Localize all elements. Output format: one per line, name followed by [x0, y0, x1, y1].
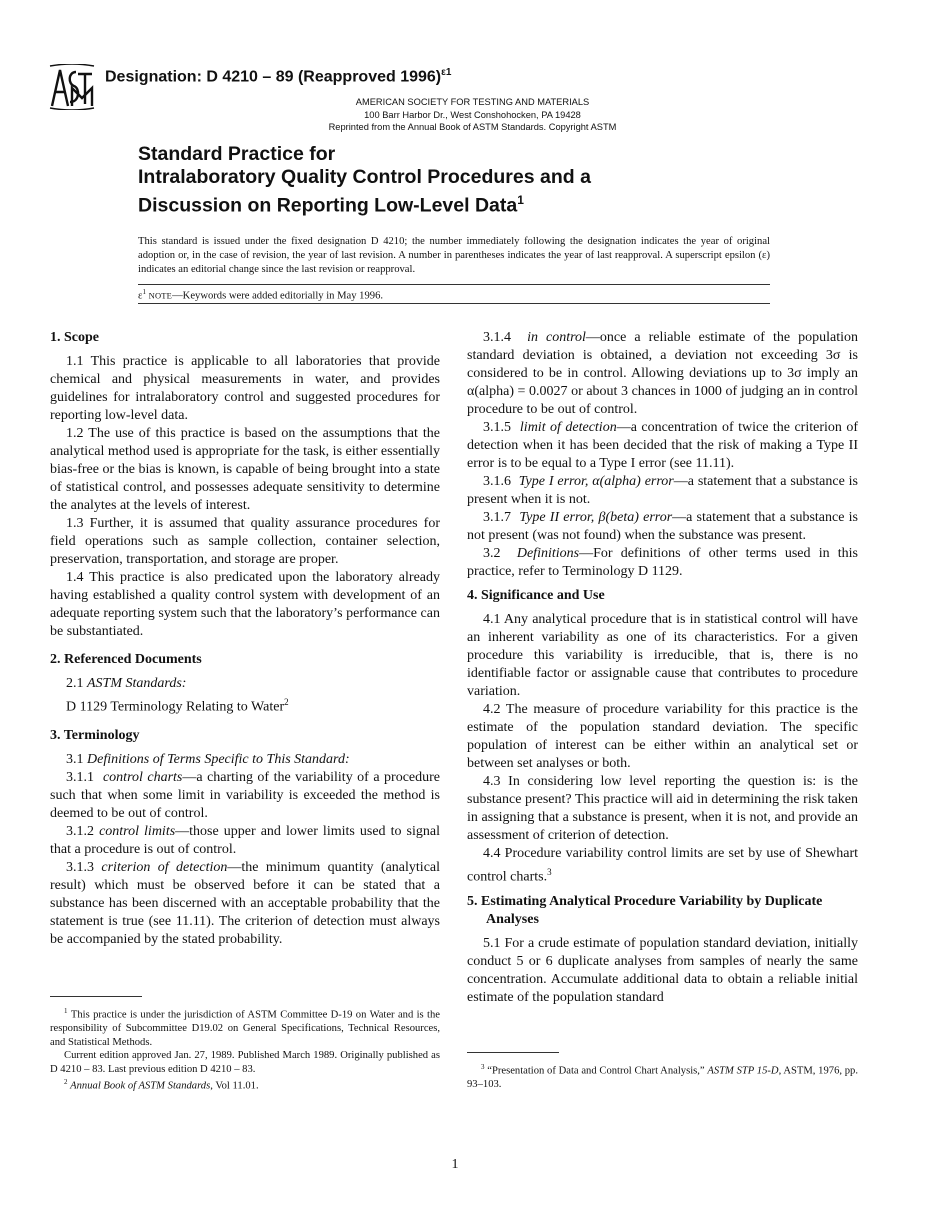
issuance-statement: This standard is issued under the fixed designation D 4210; the number immediately following the designation indicates the year of original adoption or, in the case of revision, the year of last revision. A number in parentheses indicates the year of last reapproval. A superscript epsilon (ε) indicates an editorial change since the last revision or reapproval. [138, 236, 770, 275]
document-title [138, 143, 591, 218]
footnote-1-edition: Current edition approved Jan. 27, 1989. Published March 1989. Originally published as D 4210 – 83. Last previous edition D 4210 – 83. [50, 1050, 440, 1075]
footnote-divider [50, 996, 142, 997]
section-heading-significance-and-use: 4. Significance and Use [467, 588, 605, 603]
reprint-notice: Reprinted from the Annual Book of ASTM Standards. Copyright ASTM [328, 122, 617, 132]
society-block [300, 96, 645, 134]
definition-control-charts: 3.1.1 control charts—a charting of the variability of a procedure such that when some limit in variability is exceeded the method is deemed to be out of control. [50, 769, 440, 821]
page-number: 1 [451, 1157, 459, 1172]
society-name: AMERICAN SOCIETY FOR TESTING AND MATERIALS [355, 97, 590, 107]
footnote-divider [467, 1052, 559, 1053]
society-address: 100 Barr Harbor Dr., West Conshohocken, PA 19428 [364, 109, 581, 120]
paragraph-2-1: 2.1 ASTM Standards: [66, 676, 187, 691]
divider [138, 303, 770, 304]
paragraph-4-1: 4.1 Any analytical procedure that is in statistical control will have an inherent variability as one of its characteristics. For a given procedure this variability is irreducible, that is, there is no identifiable factor or assignable cause that contributes to procedure variation. [467, 612, 858, 699]
right-column [467, 329, 858, 1007]
footnotes-right [467, 1061, 858, 1092]
definition-type-ii-error: 3.1.7 Type II error, β(beta) error—a statement that a substance is not present (was not found) when the substance was present. [467, 510, 858, 543]
paragraph-1-3: 1.3 Further, it is assumed that quality assurance procedures for field operations such as sample collection, container selection, preservation, transportation, and storage are proper. [50, 516, 440, 567]
definition-control-limits: 3.1.2 control limits—those upper and lower limits used to signal that a procedure is out of control. [50, 823, 440, 857]
paragraph-1-1: 1.1 This practice is applicable to all laboratories that provide chemical and physical measurements in water, and provides guidelines for intralaboratory control and suggested procedures for reporting low-level data. [50, 354, 440, 423]
paragraph-4-4: 4.4 Procedure variability control limits are set by use of Shewhart control charts.$^3$ [467, 846, 858, 885]
left-column [50, 329, 440, 949]
paragraph-3-1: 3.1 Definitions of Terms Specific to This Standard: [66, 751, 350, 767]
referenced-standard: D 1129 Terminology Relating to Water$^2$ [66, 697, 289, 715]
title-line-1: Standard Practice for [138, 143, 336, 165]
paragraph-4-2: 4.2 The measure of procedure variability for this practice is the estimate of the population standard deviation. The specific population of interest can be either within an analytical set or between set analyses or both. [467, 702, 858, 771]
definition-criterion-of-detection: 3.1.3 criterion of detection—the minimum quantity (analytical result) which must be observed before it can be stated that a substance has been discerned with an acceptable probability that the statement is true (see 11.11). The criterion of detection must always be accompanied by the stated probability. [50, 859, 441, 947]
designation: Designation: D 4210 – 89 (Reapproved 1996)$^{\varepsilon 1}$ [105, 67, 452, 86]
title-line-3: Discussion on Reporting Low-Level Data$^1$ [138, 193, 524, 217]
editorial-note: $\varepsilon^1$ NOTE—Keywords were added editorially in May 1996. [138, 288, 384, 302]
designation-superscript: ε1 [441, 67, 452, 78]
title-line-2: Intralaboratory Quality Control Procedures and a [138, 166, 591, 188]
paragraph-5-1: 5.1 For a crude estimate of population standard deviation, initially conduct 5 or 6 duplicate analyses from samples of nearly the same concentration. Accumulate additional data to obtain a reliable initial estimate of the population standard [467, 935, 858, 1005]
footnote-3: $^3$ “Presentation of Data and Control Chart Analysis,” ASTM STP 15-D, ASTM, 1976, pp. 93–103. [467, 1063, 858, 1091]
section-heading-scope: 1. Scope [50, 330, 99, 345]
paragraph-1-2: 1.2 The use of this practice is based on the assumptions that the analytical method used is appropriate for the task, is either essentially bias-free or the bias is known, is capable of being brought into a state of statistical control, and possesses adequate sensitivity to determine the analytes at the levels of interest. [50, 426, 440, 513]
definition-limit-of-detection: 3.1.5 limit of detection—a concentration of twice the criterion of detection when it has been decided that the risk of making a Type II error is to be equal to a Type I error (see 11.11). [467, 420, 858, 471]
paragraph-4-3: 4.3 In considering low level reporting the question is: is the substance present? This practice will aid in determining the risk taken in assigning that a substance is present, when it is not, and provide an assessment of criterion of detection. [467, 774, 858, 843]
footnotes-left [50, 1005, 440, 1093]
astm-logo-icon [48, 64, 96, 110]
title-footnote-ref: 1 [517, 193, 524, 207]
section-heading-referenced-documents: 2. Referenced Documents [50, 652, 202, 667]
footnote-1: $^1$ This practice is under the jurisdiction of ASTM Committee D-19 on Water and is the responsibility of Subcommittee D19.02 on General Specifications, Technical Resources, and Statistical Methods. [50, 1007, 440, 1048]
definition-in-control: 3.1.4 in control—once a reliable estimate of the population standard deviation is obtained, a deviation not exceeding 3σ is considered to be in control. Allowing deviations up to 3σ imply an α(alpha) = 0.0027 or about 3 chances in 1000 of judging an in control procedure to be out of control. [467, 330, 858, 417]
footnote-2: $^2$ Annual Book of ASTM Standards, Vol 11.01. [64, 1078, 259, 1092]
definition-type-i-error: 3.1.6 Type I error, α(alpha) error—a statement that a substance is present when it is not. [467, 474, 859, 507]
paragraph-3-2: 3.2 Definitions—For definitions of other terms used in this practice, refer to Terminology D 1129. [467, 546, 858, 579]
section-heading-estimating-variability: 5. Estimating Analytical Procedure Variability by Duplicate Analyses [467, 893, 823, 927]
paragraph-1-4: 1.4 This practice is also predicated upon the laboratory already having established a quality control system with development of an adequate reporting system such that the laboratory’s performance can be substantiated. [50, 570, 440, 639]
divider [138, 284, 770, 285]
section-heading-terminology: 3. Terminology [50, 727, 140, 743]
